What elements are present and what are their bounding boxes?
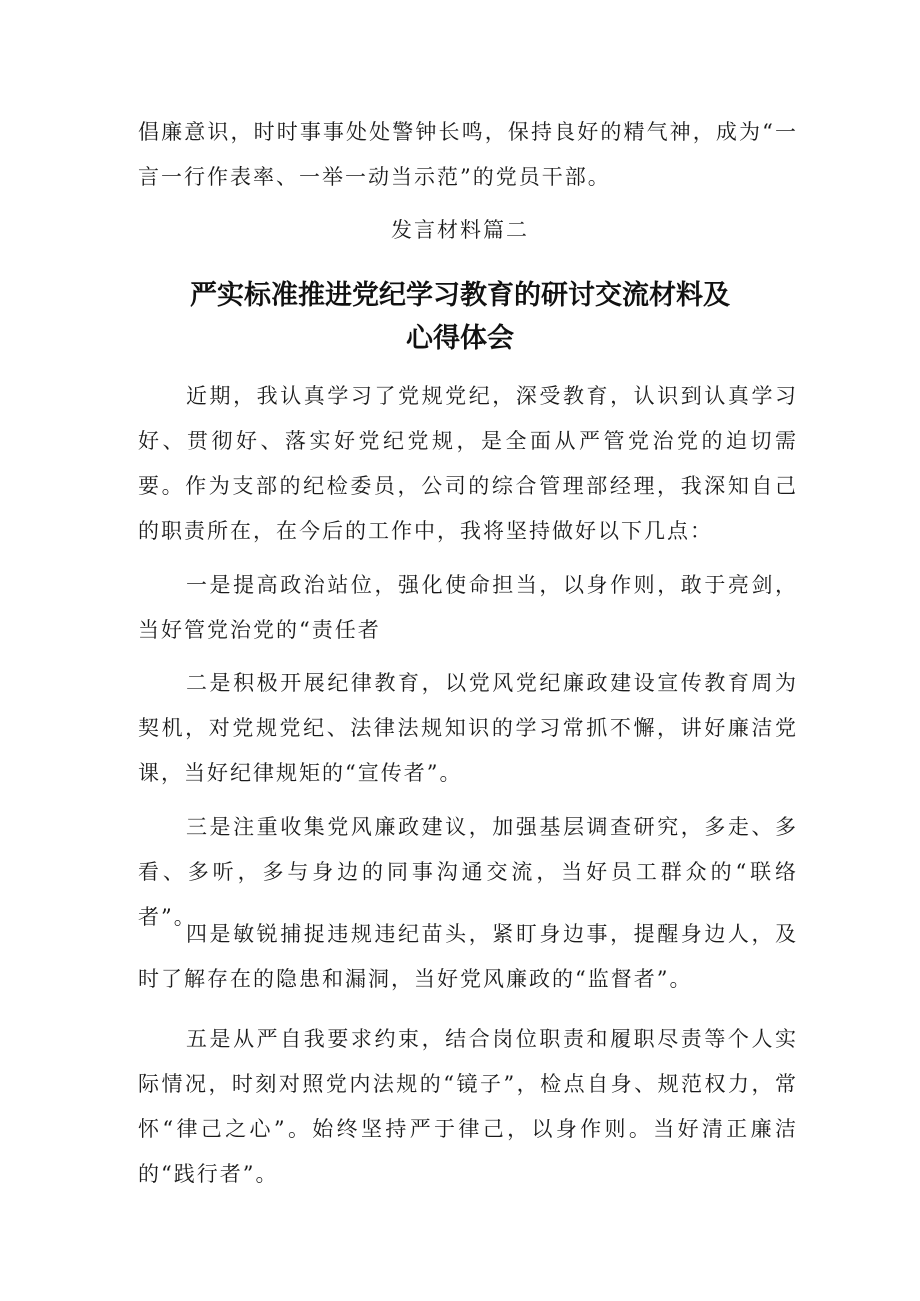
title-line-1: 严实标准推进党纪学习教育的研讨交流材料及 <box>190 280 730 311</box>
point-three-paragraph: 三是注重收集党风廉政建议，加强基层调查研究，多走、多看、多听，多与身边的同事沟通交流，当好员工群众的“联络者”。 <box>138 815 798 929</box>
section-label: 发言材料篇二 <box>391 218 529 242</box>
document-title <box>120 274 800 360</box>
point-four-paragraph: 四是敏锐捕捉违规违纪苗头，紧盯身边事，提醒身边人，及时了解存在的隐患和漏洞，当好党风廉政的“监督者”。 <box>138 922 798 991</box>
point-five-paragraph: 五是从严自我要求约束，结合岗位职责和履职尽责等个人实际情况，时刻对照党内法规的“镜子”，检点自身、规范权力，常怀“律己之心”。始终坚持严于律己，以身作则。当好清正廉洁的“践行者”。 <box>138 1027 798 1186</box>
title-line-2: 心得体会 <box>406 323 514 354</box>
intro-paragraph: 近期，我认真学习了党规党纪，深受教育，认识到认真学习好、贯彻好、落实好党纪党规，是全面从严管党治党的迫切需要。作为支部的纪检委员，公司的综合管理部经理，我深知自己的职责所在，在今后的工作中，我将坚持做好以下几点： <box>138 384 798 543</box>
point-two-paragraph: 二是积极开展纪律教育，以党风党纪廉政建设宣传教育周为契机，对党规党纪、法律法规知识的学习常抓不懈，讲好廉洁党课，当好纪律规矩的“宣传者”。 <box>138 671 798 785</box>
point-one-paragraph: 一是提高政治站位，强化使命担当，以身作则，敢于亮剑，当好管党治党的“责任者 <box>138 573 798 642</box>
continuation-paragraph: 倡廉意识，时时事事处处警钟长鸣，保持良好的精气神，成为“一言一行作表率、一举一动当示范”的党员干部。 <box>138 120 798 189</box>
